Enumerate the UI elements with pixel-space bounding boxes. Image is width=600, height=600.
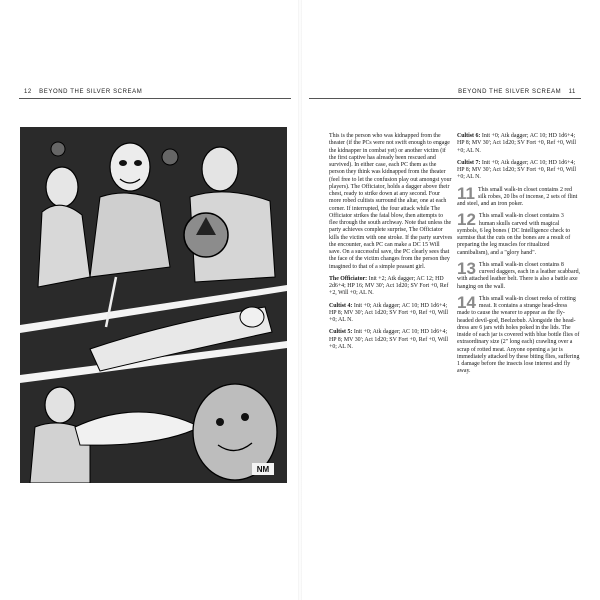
room-12 xyxy=(457,210,581,257)
stat-name: The Officiator: xyxy=(329,275,368,282)
stat-block-cultist-4 xyxy=(329,303,453,325)
victim-head xyxy=(240,307,264,327)
stat-block-cultist-6 xyxy=(457,133,581,155)
spiked-mace xyxy=(162,149,178,165)
artist-signature: NM xyxy=(256,465,270,474)
room-14 xyxy=(457,292,581,376)
cultist-head-center xyxy=(110,143,150,191)
stat-name: Cultist 4: xyxy=(329,302,353,309)
room-description: This small walk-in closet reeks of rotting meat. It contains a strange head-dress made to cause the wearer to appear as the fly-headed devil-god, Beelzebub. Alongside the head-dress are 6 jars with holes poked in the lids. The inside of each jar is covered with blue bottle flies of extraordinary size (2" long each) crawling over a scrap of rotted meat. Anyone opening a jar is immediately attacked by these biting flies, suffering 1 damage before the insects lose interest and fly away. xyxy=(457,295,580,375)
room-description: This small walk-in closet contains 8 curved daggers, each in a leather scabbard, with attached leather belt. There is also a battle axe hanging on the wall. xyxy=(457,261,580,290)
stat-text: Init +2; Atk dagger; AC 12; HD 2d6+4; HP 16; MV 30'; Act 1d20; SV Fort +0, Ref +2, Will +0; AL N. xyxy=(329,275,449,297)
text-column-1 xyxy=(329,133,453,356)
scene-description: This is the person who was kidnapped from the theater (if the PCs were not swift enough to engage the kidnapper in combat yet) or another victim (if the first captive has already been rescued and survived). In either case, each PC them as the person they think was kidnapped from the theater (feel free to let the confusion play out amongst your players). The Officiator, holds a dagger above their chest, ready to strike down at any second. Four more robed cultists surround the altar, one at each corner. If interrupted, the four attack while The Officiator strikes the fatal blow, then attempts to flee through the south archway. Note that unless the party achieves complete surprise, The Officiator kills the victim with one stroke. If the party survives the encounter, each PC can make a DC 15 Will save. On a successful save, the PC clearly sees that the face of the victim changes from the person they imagined to that of a simple peasant girl. xyxy=(329,133,453,270)
right-page-header xyxy=(458,89,581,95)
right-page-number: 11 xyxy=(568,89,576,95)
left-page-header xyxy=(19,89,142,95)
cultist-body-center xyxy=(90,193,170,277)
stat-name: Cultist 5: xyxy=(329,329,353,336)
right-header-rule xyxy=(309,98,581,99)
stat-name: Cultist 7: xyxy=(457,159,481,166)
room-number: 13 xyxy=(457,258,476,278)
stat-text: Init +0; Atk dagger; AC 10; HD 1d6+4; HP 8; MV 30'; Act 1d20; SV Fort +0, Ref +0, Will +0; AL N. xyxy=(329,302,449,323)
text-column-2 xyxy=(457,133,581,381)
room-11 xyxy=(457,183,581,209)
cultist-head-right xyxy=(202,147,238,191)
stat-text: Init +0; Atk dagger; AC 10; HD 1d6+4; HP 8; MV 30'; Act 1d20; SV Fort +0, Ref +0, Will +0; AL N. xyxy=(457,133,577,154)
left-header-rule xyxy=(19,98,291,99)
left-page-number: 12 xyxy=(24,89,32,95)
right-running-title: BEYOND THE SILVER SCREAM xyxy=(458,89,562,95)
page-gutter xyxy=(298,0,302,600)
stat-text: Init +0; Atk dagger; AC 10; HD 1d6+4; HP 8; MV 30'; Act 1d20; SV Fort +0, Ref +0, Will +0; AL N. xyxy=(457,159,577,181)
room-description: This small walk-in closet contains 3 human skulls carved with magical symbols, 6 leg bones ( DC Intelligence check to surmise that the cuts on the bones are a result of preparing the leg muscles for ritualized cannibalism), and a "glory hand". xyxy=(457,213,571,256)
room-number: 12 xyxy=(457,210,476,230)
cult-ritual-illustration xyxy=(20,127,287,483)
stat-name: Cultist 6: xyxy=(457,133,481,139)
room-number: 14 xyxy=(457,292,476,312)
room-number: 11 xyxy=(457,183,475,203)
spiked-mace-left xyxy=(51,142,65,156)
cultist-head-left xyxy=(46,167,78,207)
stat-text: Init +0; Atk dagger; AC 10; HD 1d6+4; HP 8; MV 30'; Act 1d20; SV Fort +0, Ref +0, Will +0; AL N. xyxy=(329,329,449,350)
room-description: This small walk-in closet contains 2 red silk robes, 20 lbs of incense, 2 sets of flint and steel, and an iron poker. xyxy=(457,186,578,207)
cultist-body-left xyxy=(38,205,90,287)
room-13 xyxy=(457,258,581,291)
stat-block-officiator xyxy=(329,276,453,298)
stat-block-cultist-7 xyxy=(457,160,581,182)
cultist-head-bottom xyxy=(45,387,75,423)
stat-block-cultist-5 xyxy=(329,329,453,351)
left-running-title: BEYOND THE SILVER SCREAM xyxy=(39,89,143,95)
